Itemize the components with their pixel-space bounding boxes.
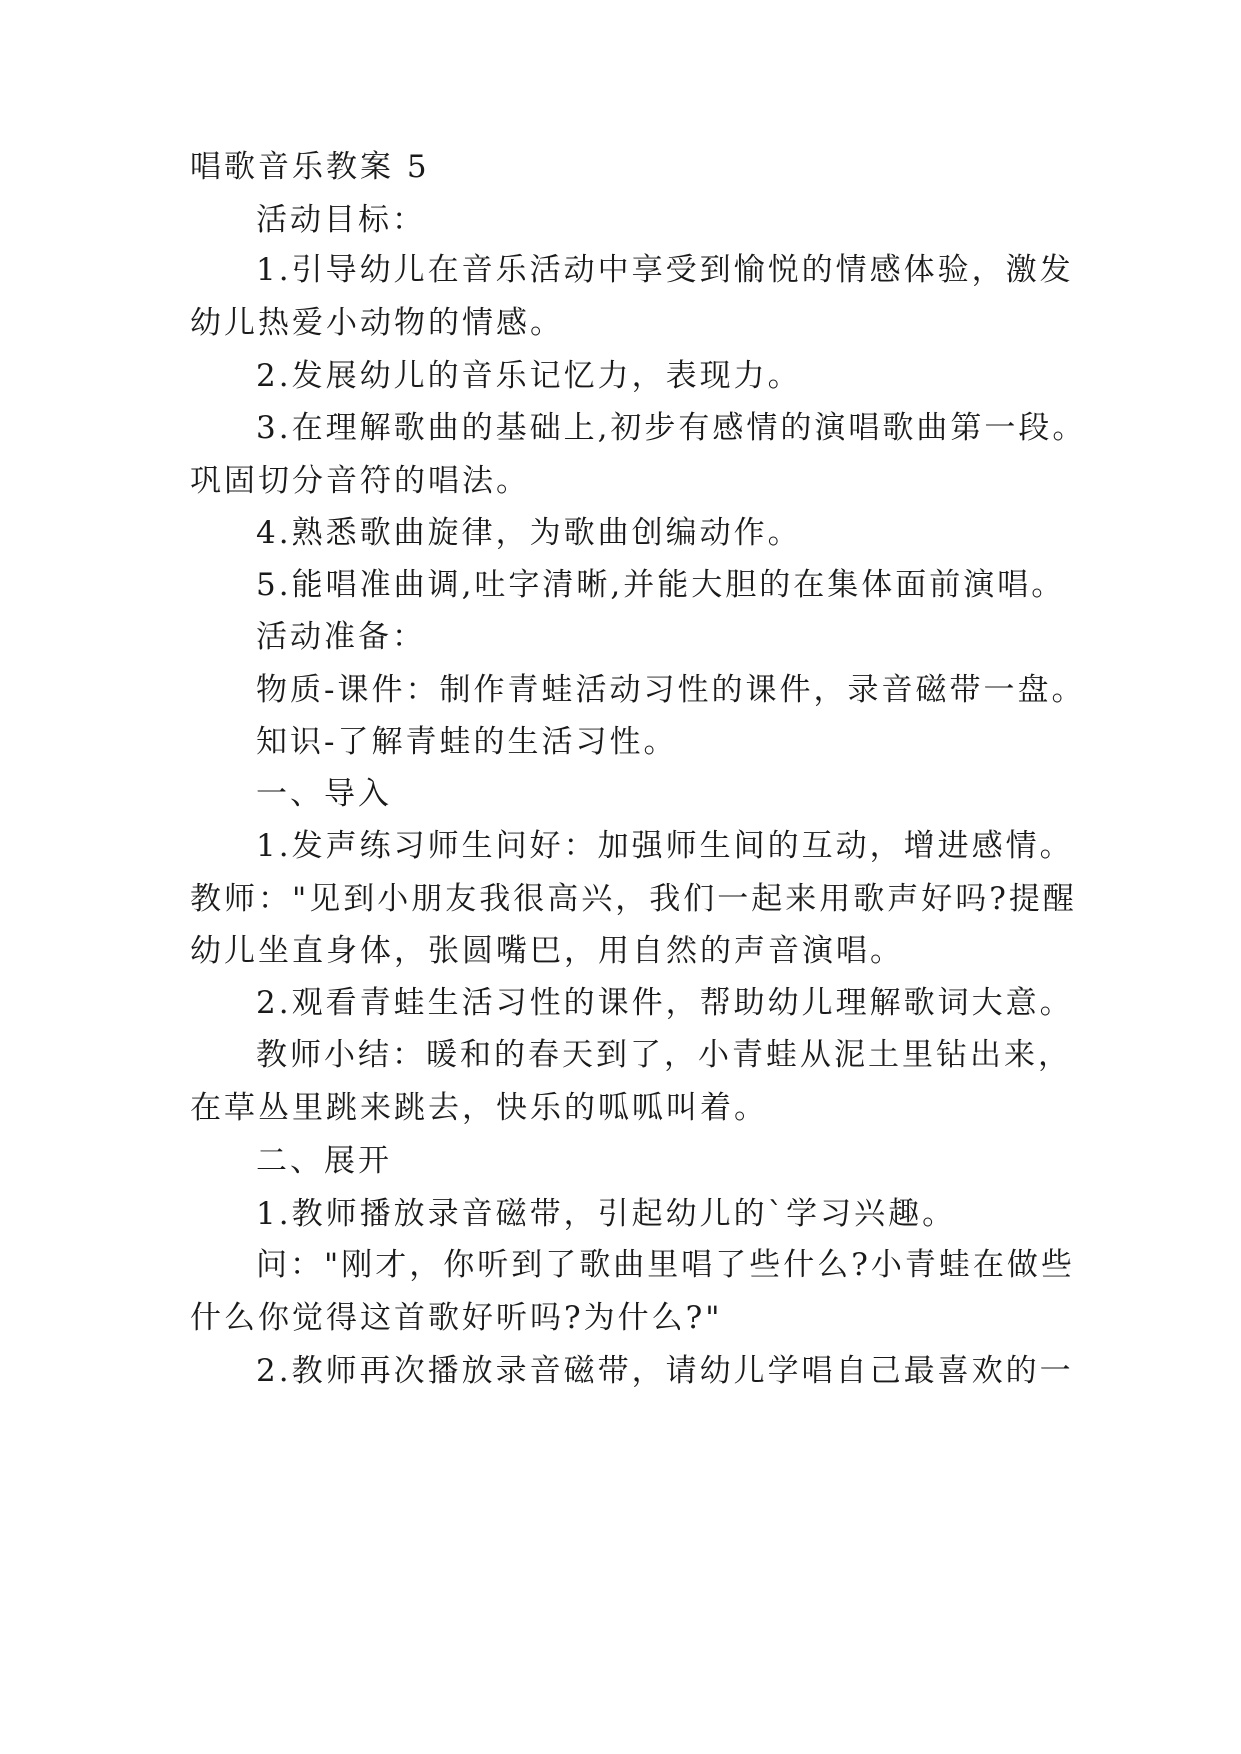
- paragraph-line: 在草丛里跳来跳去，快乐的呱呱叫着。: [190, 1090, 768, 1126]
- paragraph-line: 1.引导幼儿在音乐活动中享受到愉悦的情感体验，激发: [256, 252, 1074, 288]
- paragraph-line: 幼儿热爱小动物的情感。: [190, 305, 564, 341]
- section-heading-expand: 二、展开: [256, 1143, 392, 1179]
- paragraph-line: 物质-课件：制作青蛙活动习性的课件，录音磁带一盘。: [256, 672, 1086, 708]
- paragraph-line: 教师小结：暖和的春天到了，小青蛙从泥土里钻出来，: [256, 1037, 1072, 1073]
- paragraph-line: 什么你觉得这首歌好听吗?为什么?": [190, 1300, 723, 1336]
- section-heading-preparation: 活动准备：: [256, 619, 426, 655]
- paragraph-line: 巩固切分音符的唱法。: [190, 463, 530, 499]
- paragraph-line: 1.发声练习师生问好：加强师生间的互动，增进感情。: [256, 828, 1074, 864]
- paragraph-line: 5.能唱准曲调,吐字清晰,并能大胆的在集体面前演唱。: [256, 567, 1066, 603]
- paragraph-line: 幼儿坐直身体，张圆嘴巴，用自然的声音演唱。: [190, 933, 904, 969]
- paragraph-line: 2.发展幼儿的音乐记忆力，表现力。: [256, 358, 802, 394]
- paragraph-line: 问："刚才，你听到了歌曲里唱了些什么?小青蛙在做些: [256, 1247, 1075, 1283]
- document-title: 唱歌音乐教案 5: [190, 149, 430, 185]
- section-heading-intro: 一、导入: [256, 776, 392, 812]
- paragraph-line: 2.教师再次播放录音磁带，请幼儿学唱自己最喜欢的一: [256, 1353, 1074, 1389]
- paragraph-line: 1.教师播放录音磁带，引起幼儿的`学习兴趣。: [256, 1196, 957, 1232]
- paragraph-line: 知识-了解青蛙的生活习性。: [256, 724, 678, 760]
- paragraph-line: 3.在理解歌曲的基础上,初步有感情的演唱歌曲第一段。: [256, 410, 1087, 446]
- paragraph-line: 4.熟悉歌曲旋律，为歌曲创编动作。: [256, 515, 802, 551]
- section-heading-goals: 活动目标：: [256, 202, 426, 238]
- paragraph-line: 2.观看青蛙生活习性的课件，帮助幼儿理解歌词大意。: [256, 985, 1074, 1021]
- paragraph-line: 教师："见到小朋友我很高兴，我们一起来用歌声好吗?提醒: [190, 881, 1077, 917]
